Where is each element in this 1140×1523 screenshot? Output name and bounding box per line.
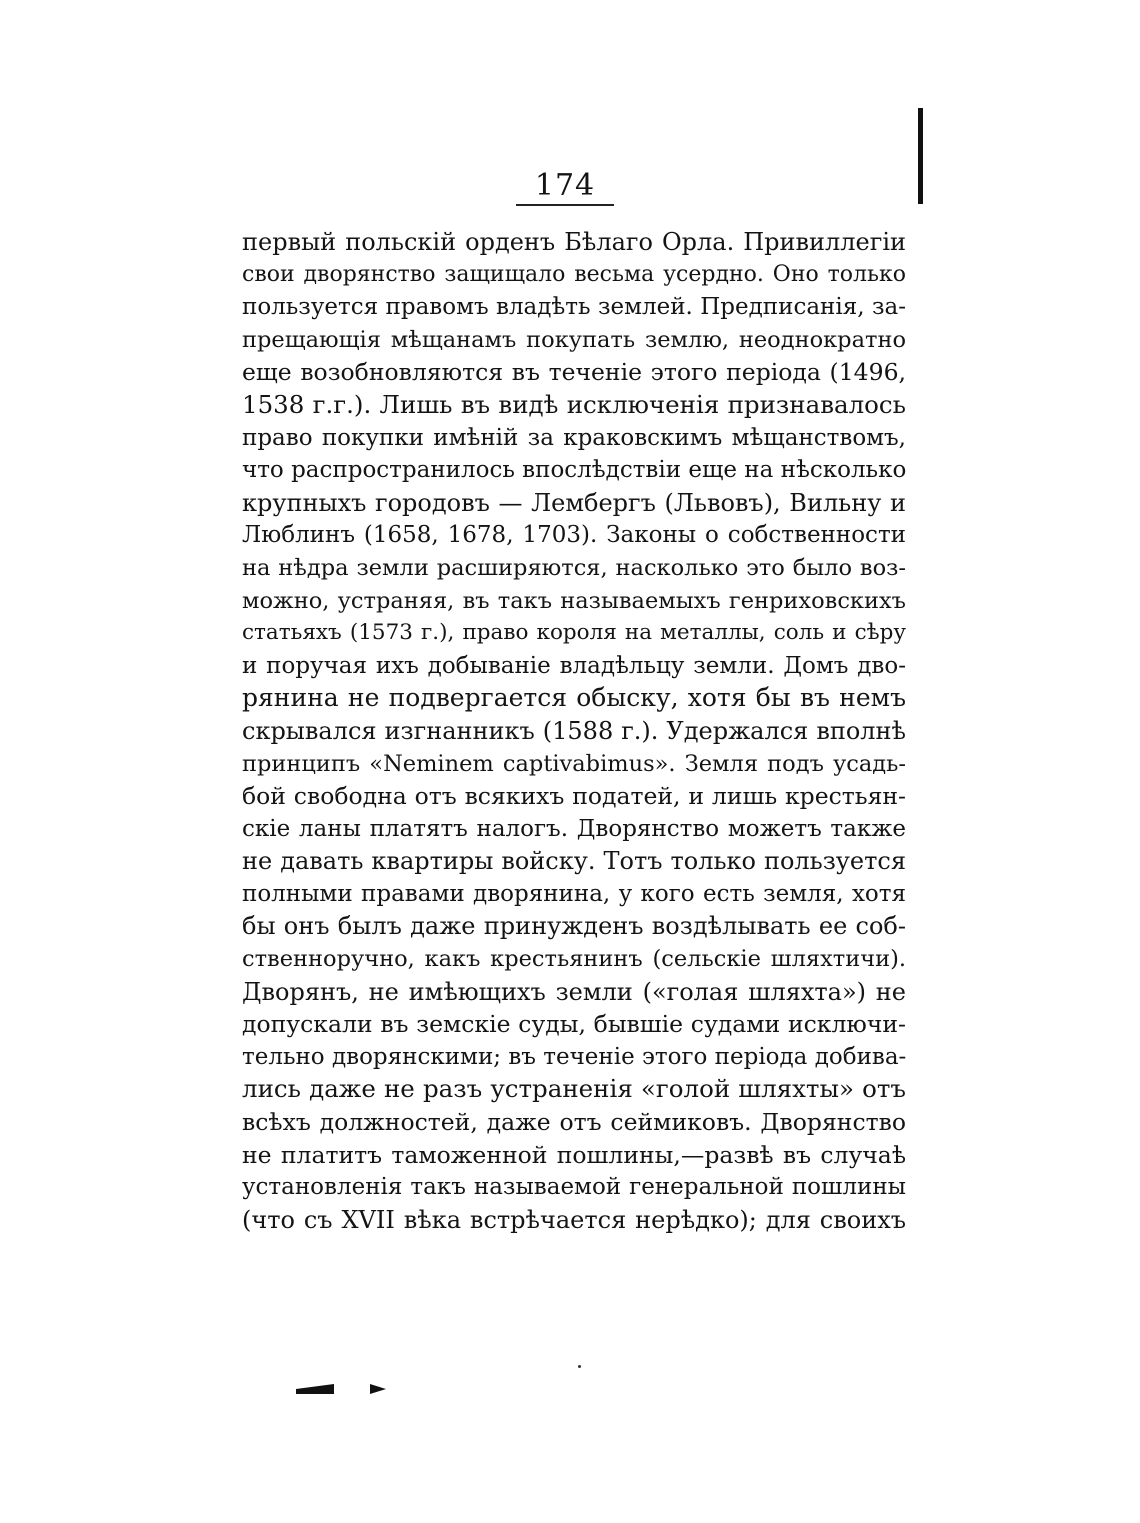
text-line: на нѣдра земли расширяются, насколько это было воз-: [242, 554, 906, 581]
text-line: ственноручно, какъ крестьянинъ (сельскіе шляхтичи).: [242, 946, 906, 973]
text-line: скіе ланы платятъ налогъ. Дворянство можетъ также: [242, 815, 906, 842]
text-line: и поручая ихъ добываніе владѣльцу земли. Домъ дво-: [242, 652, 906, 679]
text-line: бы онъ былъ даже принужденъ воздѣлывать ее соб-: [242, 912, 906, 941]
text-line: не платитъ таможенной пошлины,—развѣ въ случаѣ: [242, 1140, 906, 1169]
text-line: прещающія мѣщанамъ покупать землю, неоднократно: [242, 326, 906, 353]
text-line: первый польскій орденъ Бѣлаго Орла. Привиллегіи: [242, 228, 906, 256]
text-line: свои дворянство защищало весьма усердно. Оно только: [242, 261, 906, 287]
text-line: можно, устраняя, въ такъ называемыхъ генриховскихъ: [242, 587, 906, 614]
text-line: что распространилось впослѣдствіи еще на нѣсколько: [242, 457, 906, 484]
text-line: Дворянъ, не имѣющихъ земли («голая шляхта») не: [242, 977, 906, 1006]
text-line: принципъ «Neminem captivabimus». Земля подъ усадь-: [242, 750, 906, 777]
text-line: лись даже не разъ устраненія «голой шляхты» отъ: [242, 1074, 906, 1104]
text-line: 1538 г.г.). Лишь въ видѣ исключенія признавалось: [242, 389, 906, 419]
text-line: еще возобновляются въ теченіе этого періода (1496,: [242, 358, 906, 387]
text-line: рянина не подвергается обыску, хотя бы въ немъ: [242, 683, 906, 713]
text-line: всѣхъ должностей, даже отъ сеймиковъ. Дворянство: [242, 1108, 906, 1137]
left-ornament-icon: [296, 1384, 334, 1394]
scan-speck: [578, 1365, 581, 1368]
text-line: скрывался изгнанникъ (1588 г.). Удержался вполнѣ: [242, 716, 906, 745]
text-line: бой свободна отъ всякихъ податей, и лишь крестьян-: [242, 782, 906, 811]
text-line: право покупки имѣній за краковскимъ мѣщанствомъ,: [242, 424, 906, 451]
text-line: пользуется правомъ владѣть землей. Предписанія, за-: [242, 294, 906, 321]
text-line: тельно дворянскими; въ теченіе этого періода добива-: [242, 1043, 906, 1070]
text-line: статьяхъ (1573 г.), право короля на металлы, соль и сѣру: [242, 620, 906, 646]
text-line: установленія такъ называемой генеральной пошлины: [242, 1174, 906, 1201]
text-line: полными правами дворянина, у кого есть земля, хотя: [242, 880, 906, 907]
page-number: 174: [534, 168, 596, 203]
page-number-rule: [516, 204, 614, 206]
text-line: не давать квартиры войску. Тотъ только пользуется: [242, 847, 906, 876]
text-line: (что съ XVII вѣка встрѣчается нерѣдко); для своихъ: [242, 1205, 906, 1234]
body-text: [242, 226, 906, 1236]
right-ornament-icon: [370, 1384, 386, 1394]
text-line: допускали въ земскіе суды, бывшіе судами исключи-: [242, 1010, 906, 1039]
text-line: крупныхъ городовъ — Лембергъ (Львовъ), Вильну и: [242, 488, 906, 517]
text-line: Люблинъ (1658, 1678, 1703). Законы о собственности: [242, 522, 906, 549]
